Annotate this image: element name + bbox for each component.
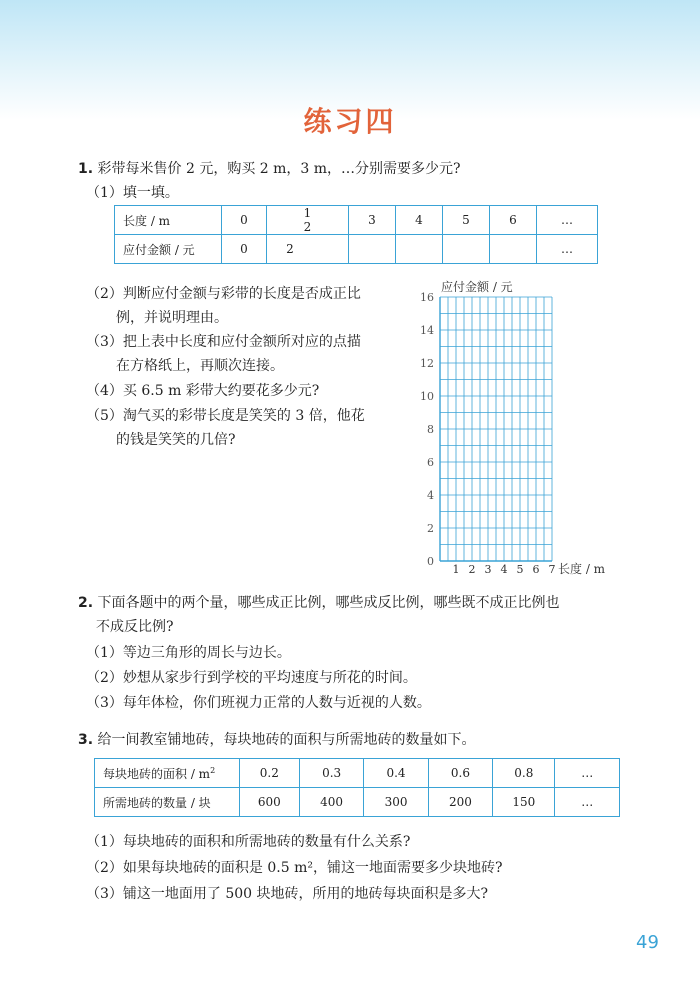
- q1-part-2-line-2: 例，并说明理由。: [116, 310, 228, 326]
- x-tick-label: 4: [500, 563, 508, 576]
- q2-part-2: （2）妙想从家步行到学校的平均速度与所花的时间。: [86, 670, 417, 686]
- table-cell: 5: [443, 206, 490, 235]
- q3-row2-label: 所需地砖的数量 / 块: [95, 788, 240, 817]
- table-cell: …: [537, 206, 598, 235]
- question-3-text: 给一间教室铺地砖，每块地砖的面积与所需地砖的数量如下。: [97, 732, 476, 748]
- table-cell: [490, 235, 537, 264]
- table-cell: [349, 235, 396, 264]
- x-tick-label: 7: [548, 563, 556, 576]
- origin-label: 0: [427, 555, 434, 568]
- q2-part-1: （1）等边三角形的周长与边长。: [86, 645, 291, 661]
- table-cell: 0.2: [239, 759, 299, 788]
- table-cell: 200: [428, 788, 492, 817]
- q1-part-5-line-1: （5）淘气买的彩带长度是笑笑的 3 倍，他花: [86, 408, 365, 424]
- q1-part-4: （4）买 6.5 m 彩带大约要花多少元?: [86, 383, 320, 399]
- x-tick-label: 5: [516, 563, 524, 576]
- table-cell: [396, 235, 443, 264]
- y-tick-label: 10: [420, 390, 434, 403]
- q2-part-3: （3）每年体检，你们班视力正常的人数与近视的人数。: [86, 695, 431, 711]
- table-cell-value: 1: [303, 206, 312, 220]
- question-2-number: 2.: [78, 595, 94, 611]
- q3-table: [94, 758, 620, 817]
- q1-row2-label: 应付金额 / 元: [115, 235, 222, 264]
- table-cell: 150: [493, 788, 555, 817]
- page-title: 练习四: [303, 105, 397, 138]
- table-cell: 0.6: [428, 759, 492, 788]
- question-3-number: 3.: [78, 732, 94, 748]
- x-tick-label: 3: [484, 563, 492, 576]
- question-1: [78, 158, 461, 178]
- question-3: [78, 729, 476, 749]
- table-row: [95, 759, 620, 788]
- x-tick-label: 6: [532, 563, 540, 576]
- q1-part-1: （1）填一填。: [86, 185, 179, 201]
- question-2-text-line-2: 不成反比例?: [96, 619, 174, 635]
- q3-part-3: （3）铺这一地面用了 500 块地砖，所用的地砖每块面积是多大?: [86, 886, 489, 902]
- table-cell: [267, 235, 349, 264]
- y-tick-label: 4: [427, 489, 434, 502]
- question-2-text-line-1: 下面各题中的两个量，哪些成正比例，哪些成反比例，哪些既不成正比例也: [97, 595, 560, 611]
- q1-part-3-line-1: （3）把上表中长度和应付金额所对应的点描: [86, 334, 361, 350]
- x-tick-label: 1: [452, 563, 460, 576]
- page-number: 49: [636, 932, 659, 953]
- y-tick-label: 6: [427, 456, 434, 469]
- table-cell: 600: [239, 788, 299, 817]
- q3-row1-label: 每块地砖的面积 / $m^2$: [95, 759, 240, 788]
- table-cell: [267, 206, 349, 235]
- table-cell: 3: [349, 206, 396, 235]
- y-axis-label: 应付金额 / 元: [441, 280, 513, 294]
- table-cell: 4: [396, 206, 443, 235]
- table-row: [95, 788, 620, 817]
- table-cell-value: 2: [286, 242, 294, 256]
- q1-part-2-line-1: （2）判断应付金额与彩带的长度是否成正比: [86, 286, 361, 302]
- y-tick-label: 14: [420, 324, 434, 337]
- y-tick-label: 2: [427, 522, 434, 535]
- q1-part-3-line-2: 在方格纸上，再顺次连接。: [116, 358, 284, 374]
- y-tick-label: 16: [420, 291, 434, 304]
- question-2: [78, 592, 560, 612]
- grid-paper-chart: [408, 268, 628, 578]
- table-cell: 0.4: [364, 759, 428, 788]
- q3-part-1: （1）每块地砖的面积和所需地砖的数量有什么关系?: [86, 834, 411, 850]
- q1-part-5-line-2: 的钱是笑笑的几倍?: [116, 432, 236, 448]
- table-cell: 0.3: [299, 759, 363, 788]
- x-axis-label: 长度 / m: [558, 562, 606, 576]
- table-cell-value: 2: [303, 220, 312, 234]
- y-tick-label: 8: [427, 423, 434, 436]
- q3-part-2: （2）如果每块地砖的面积是 0.5 m²，铺这一地面需要多少块地砖?: [86, 860, 503, 876]
- table-row: [115, 206, 598, 235]
- table-cell: 6: [490, 206, 537, 235]
- q1-row1-label: 长度 / m: [115, 206, 222, 235]
- table-cell: …: [555, 759, 620, 788]
- table-cell: …: [555, 788, 620, 817]
- table-cell: 0: [222, 206, 267, 235]
- table-cell: 300: [364, 788, 428, 817]
- table-cell: 0.8: [493, 759, 555, 788]
- table-cell: …: [537, 235, 598, 264]
- table-cell: [443, 235, 490, 264]
- question-1-number: 1.: [78, 161, 94, 177]
- x-tick-label: 2: [468, 563, 476, 576]
- table-cell: 400: [299, 788, 363, 817]
- y-tick-label: 12: [420, 357, 434, 370]
- table-row: [115, 235, 598, 264]
- question-1-text: 彩带每米售价 2 元，购买 2 m，3 m，…分别需要多少元?: [97, 161, 461, 177]
- table-cell: 0: [222, 235, 267, 264]
- q1-table: [114, 205, 598, 264]
